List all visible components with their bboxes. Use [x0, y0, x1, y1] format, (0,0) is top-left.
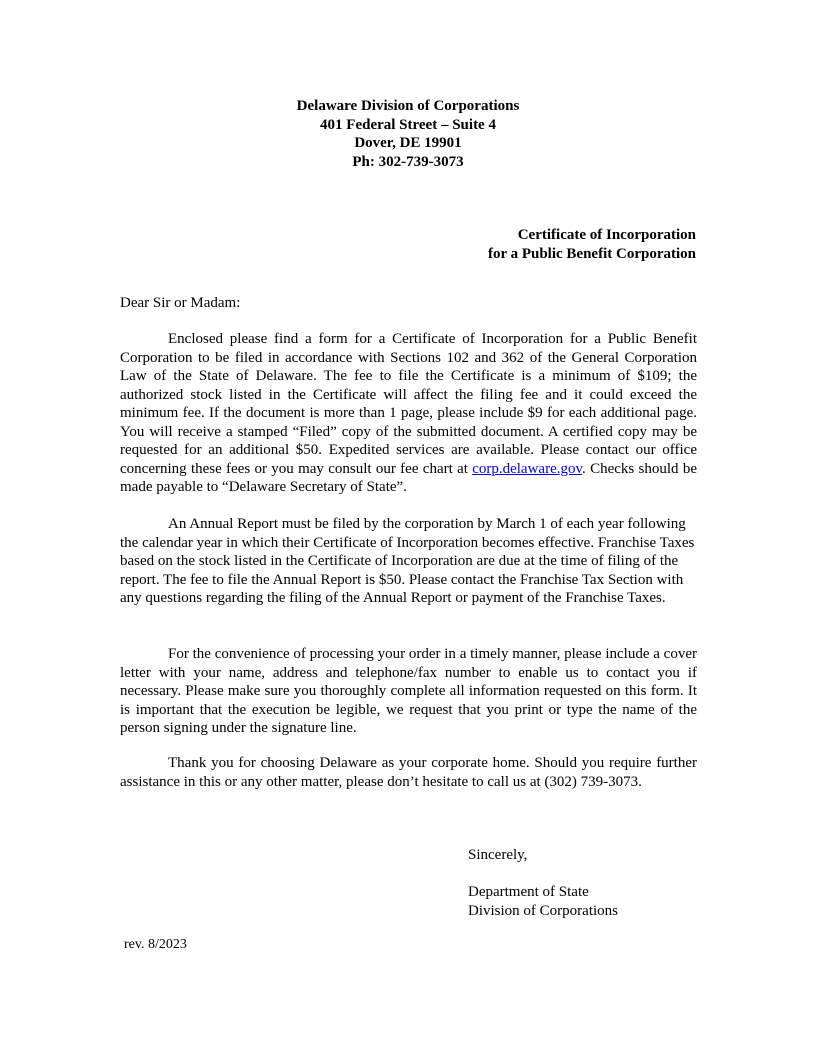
office-phone: Ph: 302-739-3073	[352, 153, 464, 170]
signature-block	[468, 883, 618, 920]
paragraph-filing-fees-text-end: . Checks should be made payable to “Delaware Secretary of State”.	[120, 460, 697, 495]
office-address-header	[0, 97, 816, 171]
office-city: Dover, DE 19901	[354, 135, 462, 151]
revision-date: rev. 8/2023	[124, 937, 187, 952]
salutation: Dear Sir or Madam:	[120, 295, 241, 311]
signature-department: Department of State	[468, 884, 589, 900]
office-street: 401 Federal Street – Suite 4	[320, 116, 496, 133]
signature-division: Division of Corporations	[468, 902, 618, 919]
paragraph-annual-report: An Annual Report must be filed by the corporation by March 1 of each year following the calendar year in which their Certificate of Incorporation becomes effective. Franchise Taxes based on the stock listed in the Certificate of Incorporation are due at the time of filing of the report. The fee to file the Annual Report is $50. Please contact the Franchise Tax Section with any questions regarding the filing of the Annual Report or payment of the Franchise Taxes.	[120, 516, 695, 606]
form-title-line-2: for a Public Benefit Corporation	[487, 245, 696, 262]
paragraph-thank-you: Thank you for choosing Delaware as your corporate home. Should you require further assistance in this or any other matter, please don’t hesitate to call us at (302) 739-3073.	[120, 755, 697, 790]
corp-delaware-link[interactable]: corp.delaware.gov	[472, 460, 583, 477]
paragraph-filing-fees	[120, 330, 697, 497]
paragraph-filing-fees-text: Enclosed please find a form for a Certificate of Incorporation for a Public Benefit Corporation to be filed in accordance with Sections 102 and 362 of the General Corporation Law of the State of Delaware. The fee to file the Certificate is a minimum of $109; the authorized stock listed in the Certificate will affect the filing fee and it could exceed the minimum fee. If the document is more than 1 page, please include $9 for each additional page. You will receive a stamped “Filed” copy of the submitted document. A certified copy may be requested for an additional $50. Expedited services are available. Please contact our office concerning these fees or you may consult our fee chart at	[120, 331, 697, 477]
form-title	[488, 226, 696, 263]
paragraph-processing: For the convenience of processing your order in a timely manner, please include a cover letter with your name, address and telephone/fax number to enable us to contact you if necessary. Please make sure you thoroughly complete all information requested on this form. It is important that the execution be legible, we request that you print or type the name of the person signing under the signature line.	[120, 646, 697, 736]
form-title-line-1: Certificate of Incorporation	[517, 227, 696, 243]
closing: Sincerely,	[468, 847, 528, 863]
office-name: Delaware Division of Corporations	[296, 98, 520, 114]
